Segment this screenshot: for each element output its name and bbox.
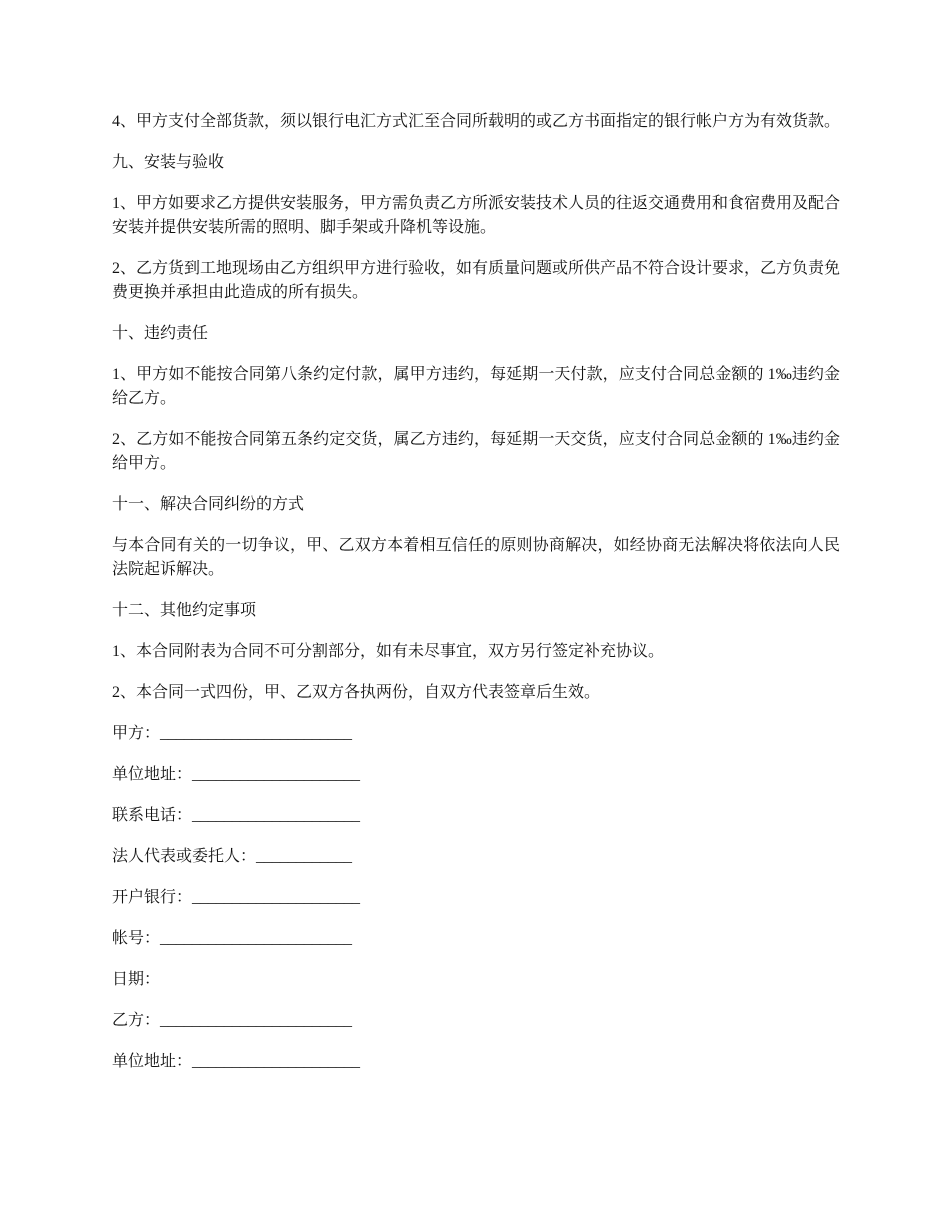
section-heading-other: 十二、其他约定事项 [112,602,257,619]
party-a-field: 甲方：________________________ [112,725,353,742]
party-a-date-field: 日期： [112,971,161,988]
party-a-address-field: 单位地址：_____________________ [112,766,361,783]
party-b-address-field: 单位地址：_____________________ [112,1053,361,1070]
document-page [112,110,840,1091]
party-a-bank-field: 开户银行：_____________________ [112,889,361,906]
section-heading-dispute: 十一、解决合同纠纷的方式 [112,496,305,513]
party-a-representative-field: 法人代表或委托人：____________ [112,848,353,865]
other-clause-2: 2、本合同一式四份，甲、乙双方各执两份，自双方代表签章后生效。 [112,684,601,701]
installation-clause-2: 2、乙方货到工地现场由乙方组织甲方进行验收，如有质量问题或所供产品不符合设计要求，乙方负责免费更换并承担由此造成的所有损失。 [112,260,841,301]
party-a-account-field: 帐号：________________________ [112,930,353,947]
liability-clause-2: 2、乙方如不能按合同第五条约定交货，属乙方违约，每延期一天交货，应支付合同总金额的 1‰违约金给甲方。 [112,431,840,472]
dispute-clause: 与本合同有关的一切争议，甲、乙双方本着相互信任的原则协商解决，如经协商无法解决将依法向人民法院起诉解决。 [112,537,840,578]
liability-clause-1: 1、甲方如不能按合同第八条约定付款，属甲方违约，每延期一天付款，应支付合同总金额的 1‰违约金给乙方。 [112,366,840,407]
payment-clause-4: 4、甲方支付全部货款，须以银行电汇方式汇至合同所载明的或乙方书面指定的银行帐户方为有效货款。 [112,113,841,130]
other-clause-1: 1、本合同附表为合同不可分割部分，如有未尽事宜，双方另行签定补充协议。 [112,643,665,660]
installation-clause-1: 1、甲方如要求乙方提供安装服务，甲方需负责乙方所派安装技术人员的往返交通费用和食宿费用及配合安装并提供安装所需的照明、脚手架或升降机等设施。 [112,195,841,236]
party-a-phone-field: 联系电话：_____________________ [112,807,361,824]
section-heading-liability: 十、违约责任 [112,325,209,342]
section-heading-installation: 九、安装与验收 [112,154,225,171]
party-b-field: 乙方：________________________ [112,1012,353,1029]
